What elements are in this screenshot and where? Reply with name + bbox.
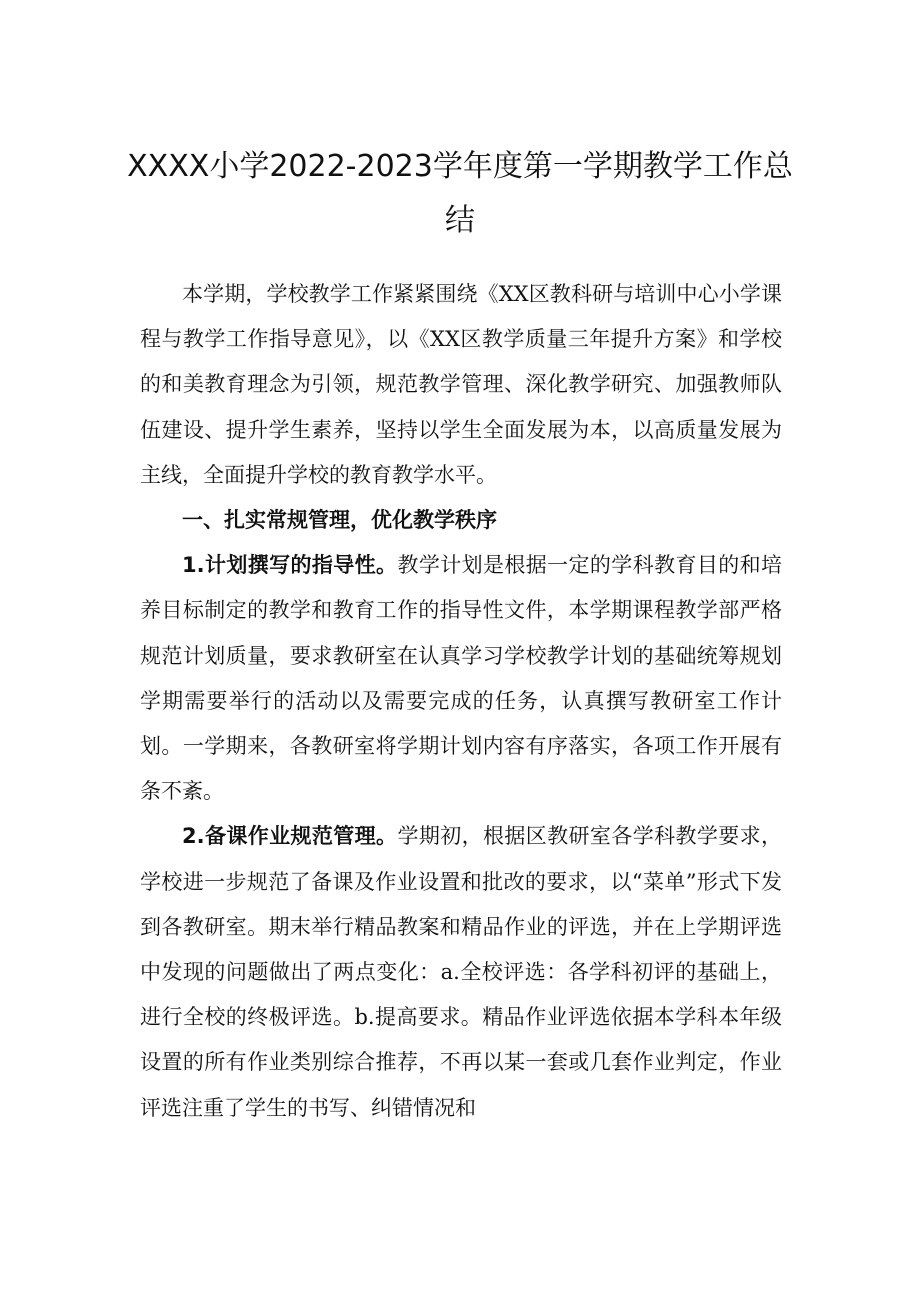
item-2-text: 学期初，根据区教研室各学科教学要求，学校进一步规范了备课及作业设置和批改的要求，以“菜单”形式下发到各教研室。期末举行精品教案和精品作业的评选，并在上学期评选中发现的问题做出了两点变化：a.全校评选：各学科初评的基础上，进行全校的终极评选。b.提高要求。精品作业评选依据本学科本年级设置的所有作业类别综合推荐，不再以某一套或几套作业判定，作业评选注重了学生的书写、纠错情况和 (140, 824, 783, 1120)
item-1-text: 教学计划是根据一定的学科教育目的和培养目标制定的教学和教育工作的指导性文件，本学期课程教学部严格规范计划质量，要求教研室在认真学习学校教学计划的基础统筹规划学期需要举行的活动以及需要完成的任务，认真撰写教研室工作计划。一学期来，各教研室将学期计划内容有序落实，各项工作开展有条不紊。 (140, 553, 783, 804)
section-heading: 一、扎实常规管理，优化教学秩序 (182, 508, 497, 533)
item-2-lead: 2.备课作业规范管理。 (182, 824, 398, 849)
document-title: XXXX小学2022-2023学年度第一学期教学工作总结 (127, 149, 793, 238)
document-body (140, 272, 782, 1131)
item-1-lead: 1.计划撰写的指导性。 (182, 553, 398, 578)
item-1-paragraph (140, 543, 782, 814)
item-2-paragraph (140, 814, 782, 1130)
intro-paragraph: 本学期，学校教学工作紧紧围绕《XX区教科研与培训中心小学课程与教学工作指导意见》，以《XX区教学质量三年提升方案》和学校的和美教育理念为引领，规范教学管理、深化教学研究、加强教师队伍建设、提升学生素养，坚持以学生全面发展为本，以高质量发展为主线，全面提升学校的教育教学水平。 (140, 282, 782, 487)
